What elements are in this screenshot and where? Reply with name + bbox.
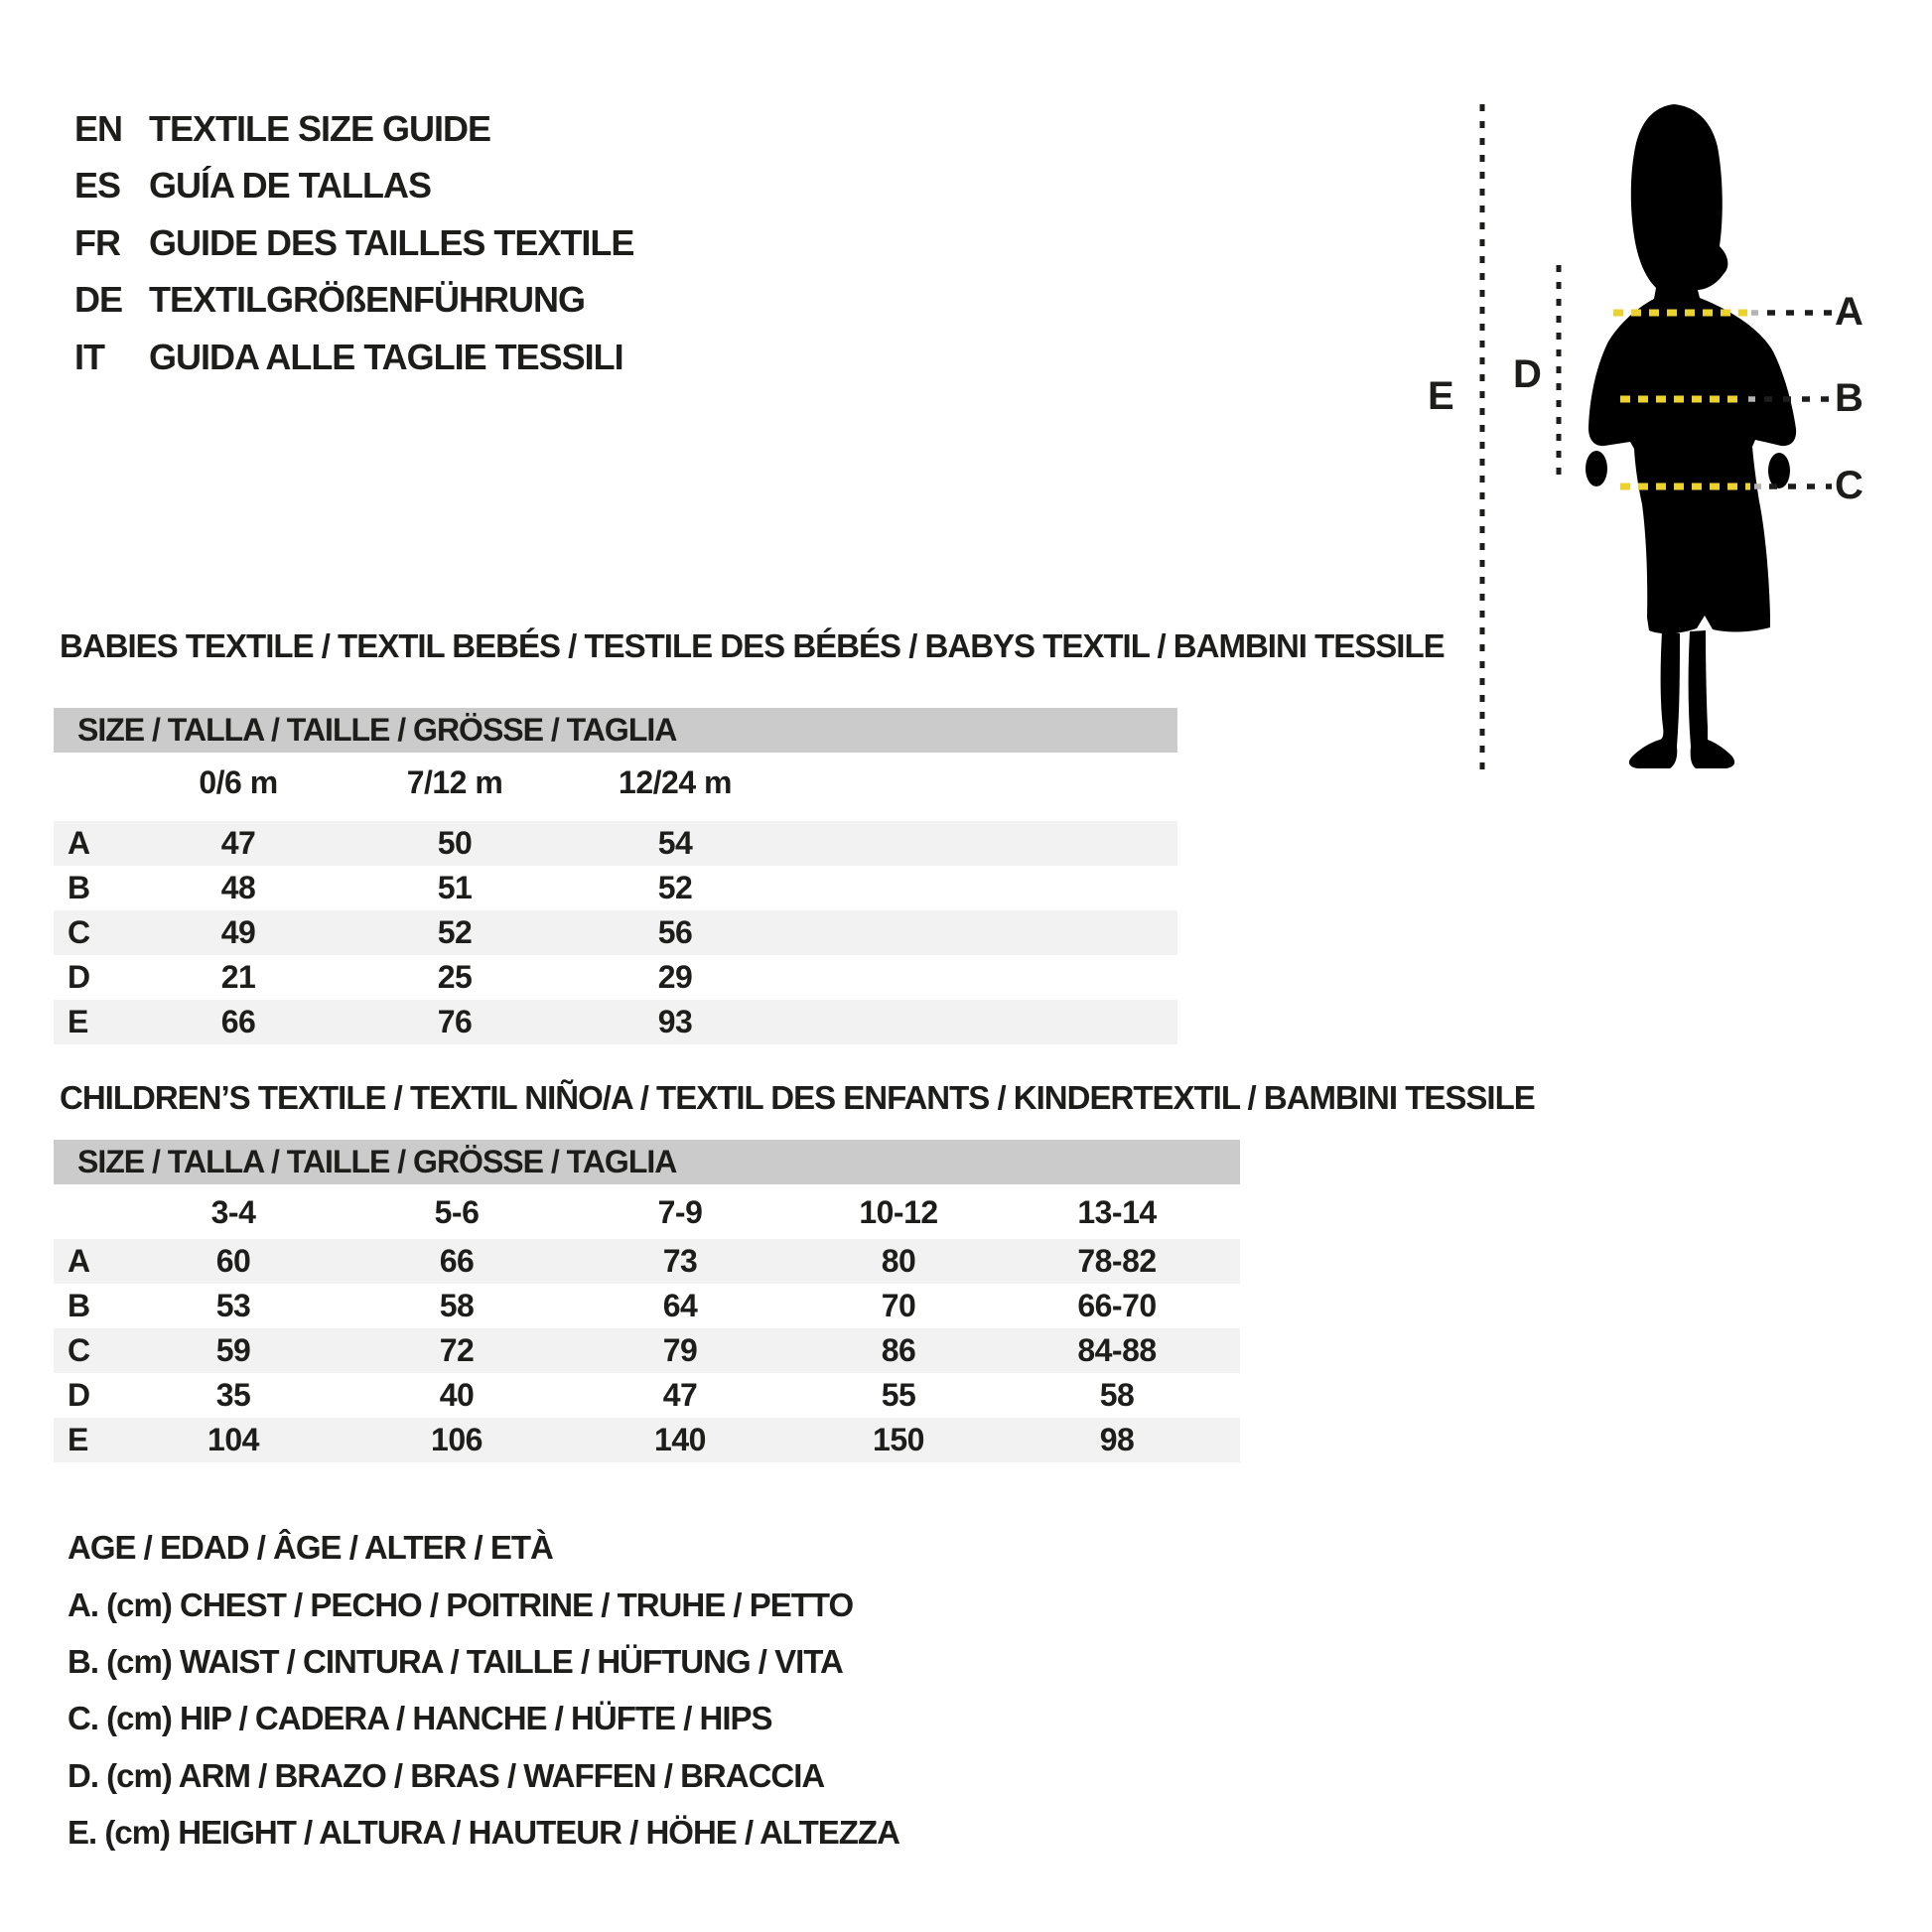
- table-cell: 35: [215, 1377, 251, 1413]
- table-cell: 29: [657, 959, 693, 995]
- table-cell: 93: [657, 1004, 693, 1039]
- lang-title: TEXTILE SIZE GUIDE: [149, 108, 491, 149]
- left-leg: [1629, 631, 1680, 768]
- table-cell: 66: [439, 1243, 475, 1279]
- table-cell: 72: [439, 1332, 475, 1368]
- table-cell: 53: [215, 1288, 251, 1323]
- table-cell: 73: [662, 1243, 698, 1279]
- figure-label-b: B: [1835, 376, 1863, 420]
- table-cell: 52: [437, 914, 473, 950]
- left-hand: [1586, 451, 1607, 486]
- table-cell: 79: [662, 1332, 698, 1368]
- table-cell: 70: [881, 1288, 916, 1323]
- children-table-title: CHILDREN’S TEXTILE / TEXTIL NIÑO/A / TEXTIL DES ENFANTS / KINDERTEXTIL / BAMBINI TESSILE: [60, 1079, 1535, 1116]
- figure-label-c: C: [1835, 464, 1863, 507]
- table-cell: 106: [431, 1422, 483, 1457]
- figure-label-e: E: [1428, 374, 1453, 418]
- children-row-e: [54, 1418, 1240, 1462]
- lang-code: EN: [74, 108, 123, 149]
- lang-code: ES: [74, 165, 121, 206]
- table-cell: 25: [437, 959, 473, 995]
- table-cell: 86: [881, 1332, 916, 1368]
- legend-waist: B. (cm) WAIST / CINTURA / TAILLE / HÜFTUNG / VITA: [68, 1643, 843, 1680]
- table-cell: 64: [662, 1288, 698, 1323]
- row-label: A: [68, 1243, 90, 1279]
- table-cell: 140: [654, 1422, 706, 1457]
- babies-row-c: [54, 910, 1177, 955]
- table-cell: 76: [437, 1004, 473, 1039]
- children-column-header-row: [54, 1190, 1240, 1235]
- table-cell: 51: [437, 870, 473, 905]
- legend-age: AGE / EDAD / ÂGE / ALTER / ETÀ: [68, 1529, 553, 1566]
- row-label: B: [68, 1288, 90, 1323]
- table-cell: 58: [439, 1288, 475, 1323]
- child-measurement-diagram: [1410, 79, 1916, 789]
- table-cell: 52: [657, 870, 693, 905]
- table-cell: 50: [437, 825, 473, 861]
- children-size-header-label: SIZE / TALLA / TAILLE / GRÖSSE / TAGLIA: [77, 1144, 677, 1179]
- table-cell: 21: [220, 959, 256, 995]
- children-col-header: 7-9: [657, 1194, 703, 1230]
- children-col-header: 5-6: [434, 1194, 480, 1230]
- row-label: E: [68, 1422, 88, 1457]
- lang-row-fr: [74, 214, 633, 272]
- row-label: C: [68, 914, 90, 950]
- lang-code: DE: [74, 279, 123, 320]
- babies-column-header-row: [54, 760, 1177, 805]
- row-label: E: [68, 1004, 88, 1039]
- table-cell: 66-70: [1077, 1288, 1157, 1323]
- babies-col-header: 7/12 m: [406, 764, 503, 800]
- right-hand: [1768, 453, 1790, 488]
- legend-height: E. (cm) HEIGHT / ALTURA / HAUTEUR / HÖHE / ALTEZZA: [68, 1814, 899, 1851]
- table-cell: 59: [215, 1332, 251, 1368]
- table-cell: 80: [881, 1243, 916, 1279]
- babies-row-a: [54, 821, 1177, 866]
- lang-row-de: [74, 271, 585, 329]
- children-row-b: [54, 1284, 1240, 1328]
- children-row-c: [54, 1328, 1240, 1373]
- babies-row-b: [54, 866, 1177, 910]
- table-cell: 78-82: [1077, 1243, 1157, 1279]
- children-row-a: [54, 1239, 1240, 1284]
- legend-chest: A. (cm) CHEST / PECHO / POITRINE / TRUHE / PETTO: [68, 1587, 854, 1623]
- table-cell: 60: [215, 1243, 251, 1279]
- lang-row-en: [74, 100, 490, 158]
- babies-col-header: 0/6 m: [199, 764, 278, 800]
- lang-row-es: [74, 157, 431, 214]
- children-col-header: 13-14: [1077, 1194, 1157, 1230]
- row-label: B: [68, 870, 90, 905]
- babies-size-header-bar: [54, 708, 1177, 753]
- children-col-header: 10-12: [859, 1194, 938, 1230]
- table-cell: 104: [207, 1422, 259, 1457]
- table-cell: 58: [1099, 1377, 1135, 1413]
- babies-col-header: 12/24 m: [619, 764, 732, 800]
- figure-label-a: A: [1835, 290, 1863, 334]
- lang-title: GUIDA ALLE TAGLIE TESSILI: [149, 337, 623, 377]
- right-leg: [1689, 630, 1735, 768]
- children-row-d: [54, 1373, 1240, 1418]
- table-cell: 47: [220, 825, 256, 861]
- lang-code: IT: [74, 337, 104, 377]
- table-cell: 47: [662, 1377, 698, 1413]
- lang-code: FR: [74, 222, 120, 263]
- babies-row-d: [54, 955, 1177, 1000]
- lang-row-it: [74, 329, 623, 386]
- table-cell: 49: [220, 914, 256, 950]
- table-cell: 84-88: [1077, 1332, 1157, 1368]
- lang-title: GUÍA DE TALLAS: [149, 165, 431, 206]
- row-label: D: [68, 1377, 90, 1413]
- table-cell: 55: [881, 1377, 916, 1413]
- lang-title: GUIDE DES TAILLES TEXTILE: [149, 222, 634, 263]
- child-silhouette: [1588, 104, 1796, 633]
- table-cell: 66: [220, 1004, 256, 1039]
- figure-label-d: D: [1513, 352, 1541, 396]
- children-col-header: 3-4: [210, 1194, 256, 1230]
- row-label: C: [68, 1332, 90, 1368]
- babies-size-header-label: SIZE / TALLA / TAILLE / GRÖSSE / TAGLIA: [77, 712, 677, 748]
- table-cell: 48: [220, 870, 256, 905]
- row-label: D: [68, 959, 90, 995]
- table-cell: 40: [439, 1377, 475, 1413]
- legend-arm: D. (cm) ARM / BRAZO / BRAS / WAFFEN / BRACCIA: [68, 1757, 825, 1794]
- babies-row-e: [54, 1000, 1177, 1044]
- legend-hip: C. (cm) HIP / CADERA / HANCHE / HÜFTE / HIPS: [68, 1700, 772, 1736]
- table-cell: 150: [873, 1422, 924, 1457]
- child-silhouette-figure: [1410, 79, 1916, 789]
- table-cell: 56: [657, 914, 693, 950]
- babies-table-title: BABIES TEXTILE / TEXTIL BEBÉS / TESTILE DES BÉBÉS / BABYS TEXTIL / BAMBINI TESSILE: [60, 627, 1445, 664]
- row-label: A: [68, 825, 90, 861]
- table-cell: 98: [1099, 1422, 1135, 1457]
- lang-title: TEXTILGRÖßENFÜHRUNG: [149, 279, 585, 320]
- table-cell: 54: [657, 825, 693, 861]
- children-size-header-bar: [54, 1140, 1240, 1184]
